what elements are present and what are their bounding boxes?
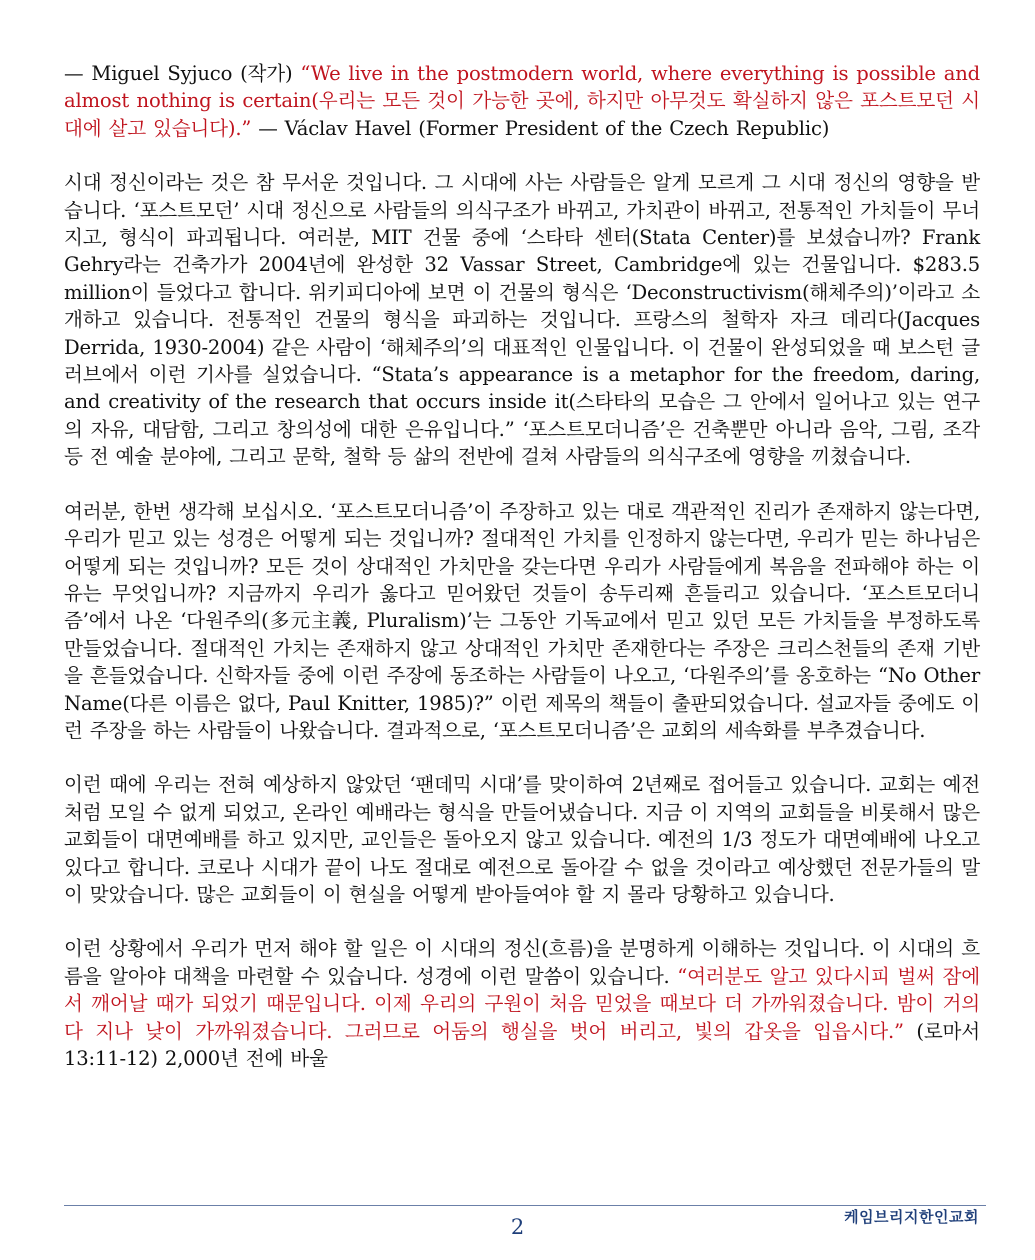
paragraph-text: 이런 때에 우리는 전혀 예상하지 않았던 ‘팬데믹 시대’를 맞이하여 2년째로 접어들고 있습니다. 교회는 예전처럼 모일 수 없게 되었고, 온라인 예배라는 형식을 만들어냈습니다. 지금 이 지역의 교회들을 비롯해서 많은 교회들이 대면예배를 하고 있지만, 교인들은 돌아오지 않고 있습니다. 예전의 1/3 정도가 대면예배에 나오고 있다고 합니다. 코로나 시대가 끝이 나도 절대로 예전으로 돌아갈 수 없을 것이라고 예상했던 전문가들의 말이 맞았습니다. 많은 교회들이 이 현실을 어떻게 받아들여야 할 지 몰라 당황하고 있습니다. — [64, 773, 980, 906]
page-number: 2 — [510, 1215, 525, 1239]
paragraph-text: 이런 상황에서 우리가 먼저 해야 할 일은 이 시대의 정신(흐름)을 분명하게 이해하는 것입니다. 이 시대의 흐름을 알아야 대책을 마련할 수 있습니다. 성경에 이런 말씀이 있습니다. — [64, 937, 980, 988]
paragraph-epigraph — [64, 60, 980, 142]
havel-attribution: — Václav Havel (Former President of the Czech Republic) — [251, 116, 830, 140]
paragraph-scripture — [64, 935, 980, 1072]
havel-quote: “We live in the postmodern world, where everything is possible and almost nothing is certain(우리는 모든 것이 가능한 곳에, 하지만 아무것도 확실하지 않은 포스트모던 시대에 살고 있습니다).” — [64, 62, 980, 140]
paragraph-pandemic — [64, 771, 980, 908]
scripture-reference: (로마서 13:11-12) 2,000년 전에 바울 — [64, 1019, 981, 1070]
romans-quote: “여러분도 알고 있다시피 벌써 잠에서 깨어날 때가 되었기 때문입니다. 이제 우리의 구원이 처음 믿었을 때보다 더 가까워졌습니다. 밤이 거의 다 지나 낮이 가까워졌습니다. 그러므로 어둠의 행실을 벗어 버리고, 빛의 갑옷을 입읍시다.” — [64, 964, 980, 1043]
paragraph-text: 여러분, 한번 생각해 보십시오. ‘포스트모더니즘’이 주장하고 있는 대로 객관적인 진리가 존재하지 않는다면, 우리가 믿고 있는 성경은 어떻게 되는 것입니까? 절대적인 가치를 인정하지 않는다면, 우리가 믿는 하나님은 어떻게 되는 것입니까? 모든 것이 상대적인 가치만을 갖는다면 우리가 사람들에게 복음을 전파해야 하는 이유는 무엇입니까? 지금까지 우리가 옳다고 믿어왔던 것들이 송두리째 흔들리고 있습니다. ‘포스트모더니즘’에서 나온 ‘다원주의(多元主義, Pluralism)’는 그동안 기독교에서 믿고 있던 모든 가치들을 부정하도록 만들었습니다. 절대적인 가치는 존재하지 않고 상대적인 가치만 존재한다는 주장은 크리스천들의 존재 기반을 흔들었습니다. 신학자들 중에 이런 주장에 동조하는 사람들이 나오고, ‘다원주의’를 옹호하는 “No Other Name(다른 이름은 없다, Paul Knitter, 1985)?” 이런 제목의 책들이 출판되었습니다. 설교자들 중에도 이런 주장을 하는 사람들이 나왔습니다. 결과적으로, ‘포스트모더니즘’은 교회의 세속화를 부추겼습니다. — [64, 499, 980, 742]
paragraph-text: 시대 정신이라는 것은 참 무서운 것입니다. 그 시대에 사는 사람들은 알게 모르게 그 시대 정신의 영향을 받습니다. ‘포스트모던’ 시대 정신으로 사람들의 의식구조가 바뀌고, 가치관이 바뀌고, 전통적인 가치들이 무너지고, 형식이 파괴됩니다. 여러분, MIT 건물 중에 ‘스타타 센터(Stata Center)를 보셨습니까? Frank Gehry라는 건축가가 2004년에 완성한 32 Vassar Street, Cambridge에 있는 건물입니다. $283.5 million이 들었다고 합니다. 위키피디아에 보면 이 건물의 형식은 ‘Deconstructivism(해체주의)’이라고 소개하고 있습니다. 전통적인 건물의 형식을 파괴하는 것입니다. 프랑스의 철학자 자크 데리다(Jacques Derrida, 1930-2004) 같은 사람이 ‘해체주의’의 대표적인 인물입니다. 이 건물이 완성되었을 때 보스턴 글러브에서 이런 기사를 실었습니다. “Stata’s appearance is a metaphor for the freedom, daring, and creativity of the research that occurs inside it(스타타의 모습은 그 안에서 일어나고 있는 연구의 자유, 대담함, 그리고 창의성에 대한 은유입니다.” ‘포스트모더니즘’은 건축뿐만 아니라 음악, 그림, 조각 등 전 예술 분야에, 그리고 문학, 철학 등 삶의 전반에 걸쳐 사람들의 의식구조에 영향을 끼쳤습니다. — [64, 171, 980, 469]
body-text — [64, 60, 980, 1072]
church-name: 케임브리지한인교회 — [844, 1208, 979, 1226]
paragraph-zeitgeist — [64, 169, 980, 470]
paragraph-pluralism — [64, 498, 980, 745]
quote-attribution: — Miguel Syjuco (작가) — [64, 62, 301, 85]
